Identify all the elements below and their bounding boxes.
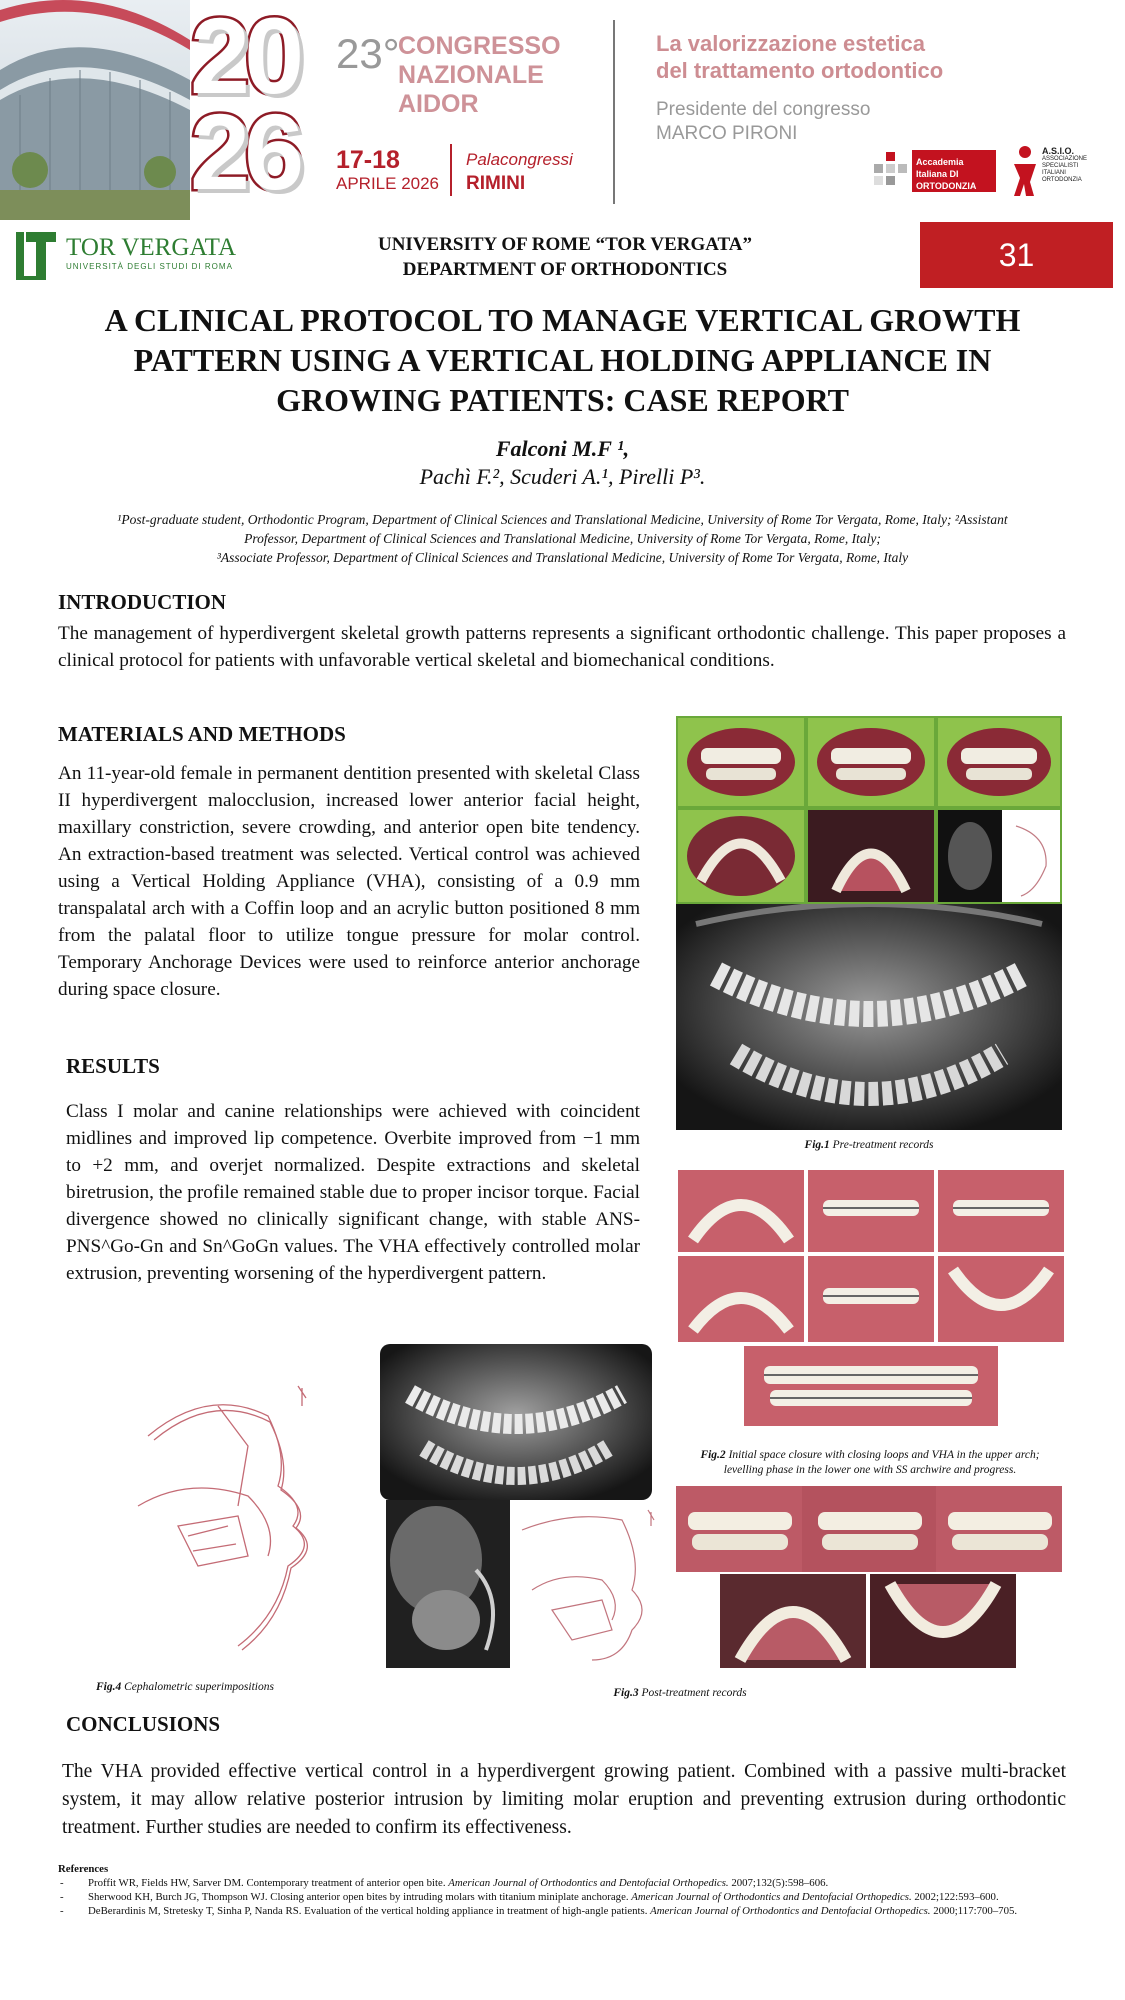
fig3-panoramic-xray bbox=[380, 1344, 652, 1500]
results-text: Class I molar and canine relationships were achieved with coincident midlines and improved lip competence. Overbite improved from −1 mm to +2 mm, and overjet normalized. Despite extractions and skeletal biretrusion, the profile remained stable due to proper incisor torque. Facial divergence showed no clinically significant change, with stable ANS-PNS^Go-Gn and Sn^GoGn values. The VHA effectively controlled molar extrusion, preventing worsening of the hyperdivergent pattern. bbox=[66, 1101, 640, 1284]
authors-line-1: Falconi M.F ¹, bbox=[495, 436, 630, 461]
asio-logo: A.S.I.O. ASSOCIAZIONE SPECIALISTI ITALIANI ORTODONZIA bbox=[1010, 142, 1070, 198]
affiliations: ¹Post-graduate student, Orthodontic Program, Department of Clinical Sciences and Translational Medicine, University of Rome Tor Vergata, Rome, Italy; ²Assistant Professor, Department of Clinical Sciences and Translational Medicine, University of Rome Tor Vergata, Rome, Italy; ³Associate Professor, Department of Clinical Sciences and Translational Medicine, University of Rome Tor Vergata, Rome, Italy bbox=[117, 512, 1008, 565]
fig4-cephalometric-superimposition bbox=[118, 1376, 338, 1656]
fig3-post-treatment-photos bbox=[676, 1486, 1062, 1572]
fig1-intraoral-photos bbox=[676, 716, 1062, 904]
fig3-caption: Fig.3 Post-treatment records bbox=[613, 1687, 747, 1699]
congress-date: 17-18 APRILE 2026 bbox=[336, 146, 440, 193]
poster-number-badge: 31 bbox=[920, 222, 1113, 288]
tor-vergata-title: TOR VERGATA bbox=[66, 234, 237, 261]
reference-item: - Sherwood KH, Burch JG, Thompson WJ. Closing anterior open bites by intruding molars with titanium miniplate anchorage. American Journal of Orthodontics and Dentofacial Orthopedics. 2002;122:593–600. bbox=[58, 1890, 1068, 1904]
fig3-occlusal-photos bbox=[720, 1574, 1016, 1668]
congress-theme: La valorizzazione estetica del trattamento ortodontico bbox=[656, 31, 944, 83]
reference-item: - Proffit WR, Fields HW, Sarver DM. Contemporary treatment of anterior open bite. American Journal of Orthodontics and Dentofacial Orthopedics. 2007;132(5):598–606. bbox=[58, 1876, 1068, 1890]
introduction-text: The management of hyperdivergent skeletal growth patterns represents a significant orthodontic challenge. This paper proposes a clinical protocol for patients with unfavorable vertical skeletal and biomechanical conditions. bbox=[58, 623, 1066, 671]
methods-heading: MATERIALS AND METHODS bbox=[58, 722, 346, 746]
tor-vergata-subtitle: UNIVERSITÀ DEGLI STUDI DI ROMA bbox=[66, 262, 233, 271]
asio-figure-icon bbox=[1010, 142, 1040, 198]
accademia-logo-icon bbox=[874, 146, 908, 192]
fig2-treatment-photos bbox=[678, 1170, 1064, 1426]
fig3-lateral-ceph-xray bbox=[386, 1500, 510, 1668]
congress-venue: Palacongressi RIMINI bbox=[466, 150, 573, 194]
congress-president: Presidente del congresso MARCO PIRONI bbox=[656, 99, 871, 144]
authors-line-2: Pachì F.², Scuderi A.¹, Pirelli P³. bbox=[419, 464, 706, 489]
tor-vergata-emblem-icon bbox=[14, 230, 58, 282]
university-heading: UNIVERSITY OF ROME “TOR VERGATA” DEPARTMENT OF ORTHODONTICS bbox=[377, 234, 753, 280]
reference-item: - DeBerardinis M, Stretesky T, Sinha P, Nanda RS. Evaluation of the vertical holding appliance in treatment of high-angle patients. American Journal of Orthodontics and Dentofacial Orthopedics. 2000;117:700–705. bbox=[58, 1904, 1068, 1918]
date-divider bbox=[450, 144, 452, 196]
congress-title: CONGRESSO NAZIONALE AIDOR bbox=[398, 32, 561, 118]
year-logo: 20 26 bbox=[190, 0, 299, 212]
fig3-ceph-tracing bbox=[512, 1500, 664, 1668]
references-heading: References bbox=[58, 1863, 109, 1875]
introduction-heading: INTRODUCTION bbox=[58, 590, 227, 614]
accademia-badge: Accademia Italiana DI ORTODONZIA bbox=[912, 150, 996, 192]
poster-title: A CLINICAL PROTOCOL TO MANAGE VERTICAL GROWTH PATTERN USING A VERTICAL HOLDING APPLIANCE IN GROWING PATIENTS: CASE REPORT bbox=[104, 302, 1021, 418]
fig1-caption: Fig.1 Pre-treatment records bbox=[804, 1139, 934, 1151]
results-heading: RESULTS bbox=[66, 1054, 160, 1078]
header-divider bbox=[613, 20, 615, 204]
fig4-caption: Fig.4 Cephalometric superimpositions bbox=[96, 1681, 274, 1693]
fig2-caption: Fig.2 Initial space closure with closing loops and VHA in the upper arch; levelling phase in the lower one with SS archwire and progress. bbox=[700, 1449, 1040, 1476]
methods-text: An 11-year-old female in permanent dentition presented with skeletal Class II hyperdivergent malocclusion, increased lower anterior facial height, maxillary constriction, severe crowding, and anterior open bite tendency. An extraction-based treatment was selected. Vertical control was achieved using a Vertical Holding Appliance (VHA), consisting of a 0.9 mm transpalatal arch with a Coffin loop and an acrylic button positioned 8 mm from the palatal floor to utilize tongue pressure for molar control. Temporary Anchorage Devices were used to reinforce anterior anchorage during space closure. bbox=[58, 763, 640, 1000]
conclusions-text: The VHA provided effective vertical control in a hyperdivergent growing patient. Combined with a passive multi-bracket system, it may allow relative posterior intrusion by limiting molar eruption and preventing extrusion during orthodontic treatment. Further studies are needed to confirm its effectiveness. bbox=[62, 1761, 1066, 1838]
conclusions-heading: CONCLUSIONS bbox=[66, 1712, 221, 1736]
congress-number: 23° bbox=[336, 30, 400, 77]
fig1-panoramic-xray bbox=[676, 904, 1062, 1130]
congress-venue-image bbox=[0, 0, 190, 220]
references bbox=[58, 1862, 1068, 1918]
